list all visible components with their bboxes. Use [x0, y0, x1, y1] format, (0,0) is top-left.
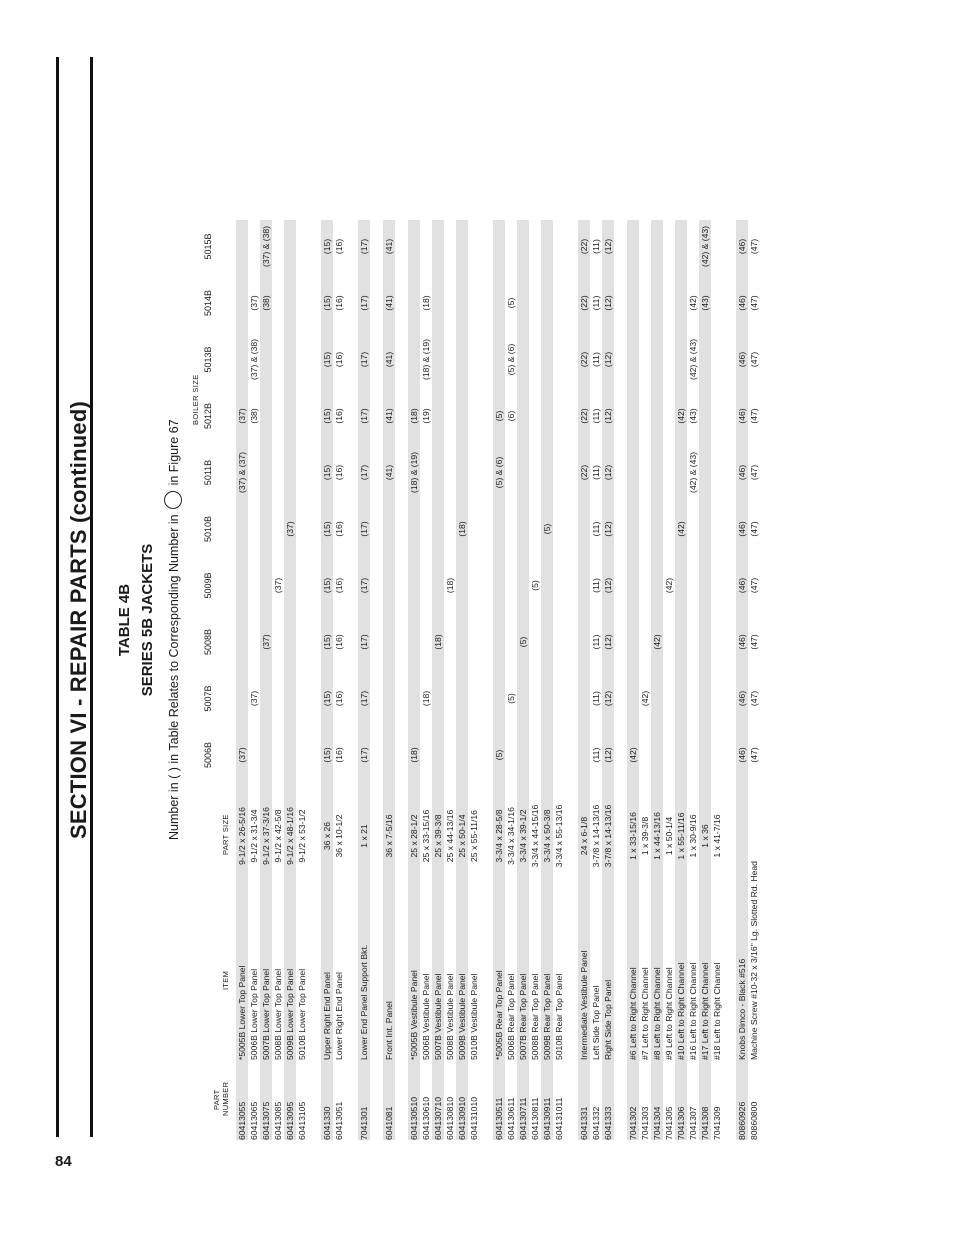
- callout-cell-5010b: (47): [749, 521, 759, 537]
- column-header-5013b: 5013B: [203, 346, 213, 373]
- part-size-cell: 25 x 39-3/8: [433, 814, 443, 858]
- item-cell: #8 Left to Right Channel: [652, 967, 662, 1060]
- callout-cell-5014b: (12): [603, 295, 613, 311]
- callout-cell-5008b: (12): [603, 634, 613, 650]
- item-cell: Upper Right End Panel: [322, 972, 332, 1060]
- boiler-size-label: BOILER SIZE: [191, 374, 200, 425]
- callout-cell-5009b: (16): [334, 577, 344, 594]
- callout-cell-5014b: (22): [579, 295, 589, 311]
- item-cell: 5007B Lower Top Panel: [261, 968, 271, 1060]
- part-number-cell: 80860800: [749, 1101, 759, 1140]
- part-number-cell: 7041302: [628, 1106, 638, 1140]
- callout-cell-5008b: (11): [591, 634, 601, 650]
- part-size-cell: 3-3/4 x 34-1/16: [506, 807, 516, 865]
- part-size-cell: 3-3/4 x 39-1/2: [518, 809, 528, 863]
- callout-cell-5006b: (37): [237, 747, 247, 763]
- callout-cell-5009b: (46): [737, 577, 747, 594]
- callout-cell-5014b: (46): [737, 295, 747, 311]
- column-header-5012b: 5012B: [203, 402, 213, 430]
- item-cell: Lower Right End Panel: [334, 972, 344, 1060]
- item-cell: #16 Left to Right Channel: [688, 962, 698, 1060]
- part-number-cell: 604130511: [494, 1097, 504, 1140]
- callout-cell-5008b: (47): [749, 634, 759, 650]
- part-number-cell: 7041304: [652, 1106, 662, 1140]
- callout-cell-5011b: (41): [384, 464, 394, 481]
- callout-cell-5010b: (12): [603, 521, 613, 537]
- callout-cell-5012b: (17): [359, 408, 369, 424]
- callout-cell-5012b: (15): [322, 408, 332, 424]
- callout-cell-5014b: (16): [334, 295, 344, 311]
- callout-cell-5014b: (43): [700, 295, 710, 311]
- callout-cell-5009b: (15): [322, 577, 332, 594]
- part-number-cell: 60413051: [334, 1101, 344, 1140]
- callout-cell-5008b: (37): [261, 634, 271, 650]
- part-size-cell: 3-3/4 x 44-15/16: [530, 804, 540, 868]
- part-number-cell: 6041330: [322, 1106, 332, 1140]
- callout-cell-5012b: (5): [494, 410, 504, 422]
- item-header: ITEM: [221, 970, 230, 990]
- part-size-cell: 1 x 30-9/16: [688, 814, 698, 858]
- part-size-cell: 1 x 55-11/16: [676, 812, 686, 860]
- callout-cell-5012b: (18): [409, 408, 419, 424]
- part-size-cell: 25 x 50-1/4: [457, 814, 467, 858]
- callout-cell-5010b: (37): [285, 521, 295, 537]
- callout-cell-5009b: (12): [603, 577, 613, 594]
- callout-cell-5011b: (47): [749, 464, 759, 481]
- part-number-cell: 7041307: [688, 1106, 698, 1140]
- part-size-cell: 9-1/2 x 48-1/16: [285, 807, 295, 865]
- item-cell: 5008B Vestibule Panel: [445, 973, 455, 1060]
- callout-cell-5013b: (41): [384, 351, 394, 368]
- callout-cell-5012b: (12): [603, 408, 613, 424]
- callout-cell-5009b: (37): [273, 577, 283, 594]
- callout-cell-5015b: (47): [749, 238, 759, 255]
- callout-cell-5012b: (22): [579, 408, 589, 424]
- callout-cell-5013b: (17): [359, 351, 369, 368]
- callout-cell-5011b: (16): [334, 464, 344, 481]
- part-size-cell: 25 x 55-11/16: [469, 810, 479, 862]
- callout-cell-5013b: (15): [322, 351, 332, 368]
- item-cell: 5008B Rear Top Panel: [530, 973, 540, 1060]
- part-size-cell: 25 x 28-1/2: [409, 814, 419, 858]
- item-cell: 5009B Rear Top Panel: [542, 973, 552, 1060]
- part-number-cell: 60413085: [273, 1101, 283, 1140]
- part-number-cell: 7041306: [676, 1106, 686, 1140]
- part-number-cell: 6041332: [591, 1106, 601, 1140]
- part-number-cell: 60413055: [237, 1101, 247, 1140]
- part-size-cell: 3-7/8 x 14-13/16: [603, 804, 613, 868]
- column-header-5009b: 5009B: [203, 572, 213, 599]
- callout-cell-5010b: (46): [737, 521, 747, 537]
- part-size-cell: 1 x 21: [359, 824, 369, 848]
- callout-cell-5013b: (18) & (19): [421, 338, 431, 381]
- callout-cell-5013b: (11): [591, 352, 601, 367]
- callout-cell-5012b: (47): [749, 408, 759, 424]
- part-size-cell: 36 x 26: [322, 821, 332, 851]
- item-cell: 5006B Vestibule Panel: [421, 973, 431, 1060]
- callout-cell-5010b: (42): [676, 521, 686, 537]
- callout-cell-5013b: (5) & (6): [506, 343, 516, 376]
- item-cell: Front Int. Panel: [384, 1001, 394, 1060]
- part-size-cell: 3-3/4 x 55-13/16: [554, 804, 564, 868]
- callout-cell-5006b: (47): [749, 747, 759, 763]
- callout-cell-5010b: (15): [322, 521, 332, 537]
- part-number-header-line2: NUMBER: [221, 1081, 230, 1116]
- item-cell: 5009B Lower Top Panel: [285, 968, 295, 1060]
- callout-cell-5006b: (15): [322, 747, 332, 763]
- callout-cell-5009b: (17): [359, 577, 369, 594]
- part-number-cell: 604130910: [457, 1096, 467, 1140]
- item-cell: Machine Screw #10-32 x 3/16" Lg. Slotted Rd. Head: [749, 861, 759, 1060]
- part-size-cell: 24 x 6-1/8: [579, 816, 589, 856]
- part-size-header: PART SIZE: [221, 814, 230, 855]
- callout-cell-5008b: (17): [359, 634, 369, 650]
- part-size-cell: 36 x 10-1/2: [334, 814, 344, 858]
- callout-cell-5009b: (11): [591, 578, 601, 593]
- callout-cell-5012b: (37): [237, 408, 247, 424]
- callout-cell-5011b: (22): [579, 464, 589, 481]
- item-cell: 5008B Lower Top Panel: [273, 968, 283, 1060]
- part-number-header-line1: PART: [212, 1089, 221, 1110]
- callout-cell-5011b: (15): [322, 464, 332, 481]
- part-number-cell: 60413105: [297, 1101, 307, 1140]
- part-number-cell: 80860926: [737, 1101, 747, 1140]
- part-number-cell: 60413065: [249, 1101, 259, 1140]
- part-number-cell: 604130711: [518, 1097, 528, 1140]
- callout-cell-5011b: (46): [737, 464, 747, 481]
- part-size-cell: 9-1/2 x 26-5/16: [237, 807, 247, 865]
- item-cell: *5005B Vestibule Panel: [409, 970, 419, 1060]
- part-number-cell: 604130710: [433, 1096, 443, 1140]
- item-cell: *5005B Lower Top Panel: [237, 965, 247, 1060]
- callout-cell-5006b: (17): [359, 747, 369, 763]
- callout-cell-5010b: (17): [359, 521, 369, 537]
- item-cell: Intermediate Vestibule Panel: [579, 950, 589, 1060]
- callout-cell-5009b: (18): [445, 577, 455, 594]
- item-cell: 5009B Vestibule Panel: [457, 973, 467, 1060]
- callout-cell-5011b: (12): [603, 464, 613, 481]
- item-cell: 5010B Vestibule Panel: [469, 973, 479, 1060]
- callout-cell-5010b: (18): [457, 521, 467, 537]
- part-size-cell: 1 x 50-1/4: [664, 816, 674, 856]
- part-size-cell: 9-1/2 x 31-3/4: [249, 809, 259, 863]
- part-size-cell: 3-3/4 x 28-5/8: [494, 809, 504, 863]
- callout-cell-5014b: (18): [421, 295, 431, 311]
- item-cell: 5010B Rear Top Panel: [554, 973, 564, 1060]
- callout-cell-5008b: (18): [433, 634, 443, 650]
- callout-cell-5011b: (17): [359, 464, 369, 481]
- table-title: TABLE 4B: [116, 583, 133, 657]
- table-subtitle: SERIES 5B JACKETS: [139, 543, 156, 697]
- callout-cell-5014b: (47): [749, 295, 759, 311]
- callout-cell-5008b: (42): [652, 634, 662, 650]
- part-number-cell: 604131011: [554, 1097, 564, 1140]
- item-cell: 5010B Lower Top Panel: [297, 968, 307, 1060]
- callout-cell-5014b: (42): [688, 295, 698, 311]
- callout-cell-5008b: (5): [518, 636, 528, 648]
- callout-cell-5006b: (16): [334, 747, 344, 763]
- callout-cell-5006b: (18): [409, 747, 419, 763]
- callout-cell-5015b: (46): [737, 238, 747, 255]
- callout-cell-5006b: (46): [737, 747, 747, 763]
- item-cell: *5005B Rear Top Panel: [494, 970, 504, 1060]
- callout-cell-5015b: (37) & (38): [261, 225, 271, 268]
- item-cell: Knobs Dimco - Black #516: [737, 958, 747, 1060]
- item-cell: #6 Left to Right Channel: [628, 967, 638, 1060]
- column-header-5006b: 5006B: [203, 741, 213, 769]
- item-cell: #9 Left to Right Channel: [664, 967, 674, 1060]
- callout-cell-5010b: (16): [334, 521, 344, 537]
- part-number-cell: 604130611: [506, 1097, 516, 1140]
- rotated-page-content: [64, 100, 824, 1140]
- part-size-cell: 9-1/2 x 37-3/16: [261, 807, 271, 865]
- callout-circle-icon: [164, 491, 182, 509]
- callout-cell-5013b: (22): [579, 351, 589, 368]
- callout-cell-5014b: (38): [261, 295, 271, 311]
- callout-cell-5007b: (17): [359, 690, 369, 707]
- callout-cell-5011b: (18) & (19): [409, 451, 419, 494]
- callout-cell-5007b: (15): [322, 690, 332, 707]
- column-header-5015b: 5015B: [203, 233, 213, 260]
- item-cell: #7 Left to Right Channel: [640, 967, 650, 1060]
- item-cell: #18 Left to Right Channel: [712, 962, 722, 1060]
- item-cell: #10 Left to Right Channel: [676, 962, 686, 1060]
- part-size-cell: 36 x 7-5/16: [384, 814, 394, 858]
- callout-cell-5008b: (15): [322, 634, 332, 650]
- part-size-cell: 1 x 36: [700, 824, 710, 848]
- callout-cell-5015b: (41): [384, 238, 394, 255]
- part-number-cell: 7041309: [712, 1106, 722, 1140]
- part-size-cell: 1 x 39-3/8: [640, 816, 650, 856]
- item-cell: Left Side Top Panel: [591, 985, 601, 1060]
- section-title: SECTION VI - REPAIR PARTS (continued): [66, 400, 91, 840]
- part-size-cell: 1 x 41-7/16: [712, 814, 722, 858]
- part-number-cell: 60413095: [285, 1101, 295, 1140]
- callout-cell-5006b: (12): [603, 747, 613, 763]
- part-size-cell: 9-1/2 x 53-1/2: [297, 809, 307, 863]
- column-header-5008b: 5008B: [203, 628, 213, 656]
- part-size-cell: 25 x 44-13/16: [445, 809, 455, 863]
- callout-cell-5015b: (12): [603, 238, 613, 255]
- callout-cell-5015b: (42) & (43): [700, 225, 710, 268]
- part-number-cell: 604130510: [409, 1096, 419, 1140]
- callout-cell-5012b: (42): [676, 408, 686, 424]
- item-cell: #17 Left to Right Channel: [700, 962, 710, 1060]
- part-number-cell: 7041301: [359, 1106, 369, 1140]
- callout-cell-5007b: (11): [591, 691, 601, 706]
- callout-cell-5015b: (11): [591, 239, 601, 254]
- part-number-cell: 7041308: [700, 1106, 710, 1140]
- callout-cell-5013b: (16): [334, 351, 344, 368]
- callout-cell-5015b: (17): [359, 238, 369, 255]
- item-cell: 5006B Rear Top Panel: [506, 973, 516, 1060]
- callout-cell-5013b: (42) & (43): [688, 338, 698, 381]
- callout-cell-5007b: (42): [640, 690, 650, 707]
- callout-cell-5015b: (15): [322, 238, 332, 255]
- callout-cell-5015b: (22): [579, 238, 589, 255]
- column-header-5014b: 5014B: [203, 289, 213, 317]
- column-header-5010b: 5010B: [203, 515, 213, 543]
- callout-cell-5010b: (11): [591, 521, 601, 537]
- callout-cell-5011b: (5) & (6): [494, 456, 504, 489]
- callout-cell-5007b: (47): [749, 690, 759, 707]
- callout-cell-5006b: (42): [628, 747, 638, 763]
- left-margin-rule: [56, 57, 59, 1137]
- part-number-cell: 604130610: [421, 1096, 431, 1140]
- item-cell: 5007B Vestibule Panel: [433, 973, 443, 1060]
- callout-cell-5014b: (41): [384, 295, 394, 311]
- callout-cell-5006b: (5): [494, 749, 504, 761]
- callout-cell-5007b: (46): [737, 690, 747, 707]
- part-number-cell: 604130811: [530, 1097, 540, 1140]
- callout-cell-5007b: (18): [421, 690, 431, 707]
- column-header-5007b: 5007B: [203, 685, 213, 712]
- callout-cell-5012b: (46): [737, 408, 747, 424]
- callout-cell-5009b: (47): [749, 577, 759, 594]
- callout-cell-5013b: (37) & (38): [249, 338, 259, 381]
- callout-cell-5014b: (5): [506, 297, 516, 309]
- note-text-after: in Figure 67: [167, 419, 181, 486]
- item-cell: Right Side Top Panel: [603, 979, 613, 1060]
- item-cell: 5006B Lower Top Panel: [249, 968, 259, 1060]
- callout-cell-5012b: (43): [688, 408, 698, 424]
- callout-cell-5015b: (16): [334, 238, 344, 255]
- callout-cell-5011b: (42) & (43): [688, 451, 698, 494]
- part-size-cell: 9-1/2 x 42-5/8: [273, 809, 283, 863]
- column-header-5011b: 5011B: [203, 459, 213, 486]
- page-number: 84: [55, 1153, 72, 1170]
- callout-cell-5009b: (5): [530, 580, 540, 591]
- part-size-cell: 25 x 33-15/16: [421, 809, 431, 863]
- figure-reference-note: [164, 419, 182, 840]
- part-size-cell: 1 x 44-13/16: [652, 812, 662, 860]
- callout-cell-5009b: (42): [664, 577, 674, 594]
- callout-cell-5014b: (15): [322, 295, 332, 311]
- callout-cell-5013b: (47): [749, 351, 759, 368]
- callout-cell-5014b: (17): [359, 295, 369, 311]
- callout-cell-5007b: (12): [603, 690, 613, 707]
- callout-cell-5011b: (37) & (37): [237, 451, 247, 494]
- callout-cell-5012b: (11): [591, 408, 601, 424]
- part-number-cell: 604131010: [469, 1096, 479, 1140]
- callout-cell-5014b: (37): [249, 295, 259, 311]
- callout-cell-5008b: (46): [737, 634, 747, 650]
- part-number-cell: 6041333: [603, 1106, 613, 1140]
- part-size-cell: 3-3/4 x 50-3/8: [542, 809, 552, 863]
- callout-cell-5012b: (16): [334, 408, 344, 424]
- part-number-cell: 604130911: [542, 1097, 552, 1140]
- callout-cell-5012b: (41): [384, 408, 394, 424]
- callout-cell-5014b: (11): [591, 295, 601, 311]
- callout-cell-5008b: (16): [334, 634, 344, 650]
- callout-cell-5007b: (5): [506, 693, 516, 704]
- callout-cell-5013b: (12): [603, 351, 613, 368]
- callout-cell-5012b: (6): [506, 410, 516, 422]
- callout-cell-5012b: (19): [421, 408, 431, 424]
- note-text-before: Number in ( ) in Table Relates to Corresponding Number in: [167, 514, 181, 840]
- part-number-cell: 60413075: [261, 1101, 271, 1140]
- callout-cell-5007b: (16): [334, 690, 344, 707]
- callout-cell-5010b: (5): [542, 523, 552, 535]
- callout-cell-5012b: (38): [249, 408, 259, 424]
- callout-cell-5013b: (46): [737, 351, 747, 368]
- item-cell: Lower End Panel Support Bkt.: [359, 944, 369, 1060]
- callout-cell-5007b: (37): [249, 690, 259, 707]
- part-number-cell: 604130810: [445, 1096, 455, 1140]
- item-cell: 5007B Rear Top Panel: [518, 973, 528, 1060]
- part-number-cell: 7041303: [640, 1106, 650, 1140]
- part-number-cell: 6041331: [579, 1106, 589, 1140]
- part-number-cell: 6041081: [384, 1106, 394, 1140]
- callout-cell-5006b: (11): [591, 747, 601, 763]
- part-number-cell: 7041305: [664, 1106, 674, 1140]
- part-size-cell: 1 x 33-15/16: [628, 812, 638, 860]
- callout-cell-5011b: (11): [591, 465, 601, 480]
- part-size-cell: 3-7/8 x 14-13/16: [591, 804, 601, 868]
